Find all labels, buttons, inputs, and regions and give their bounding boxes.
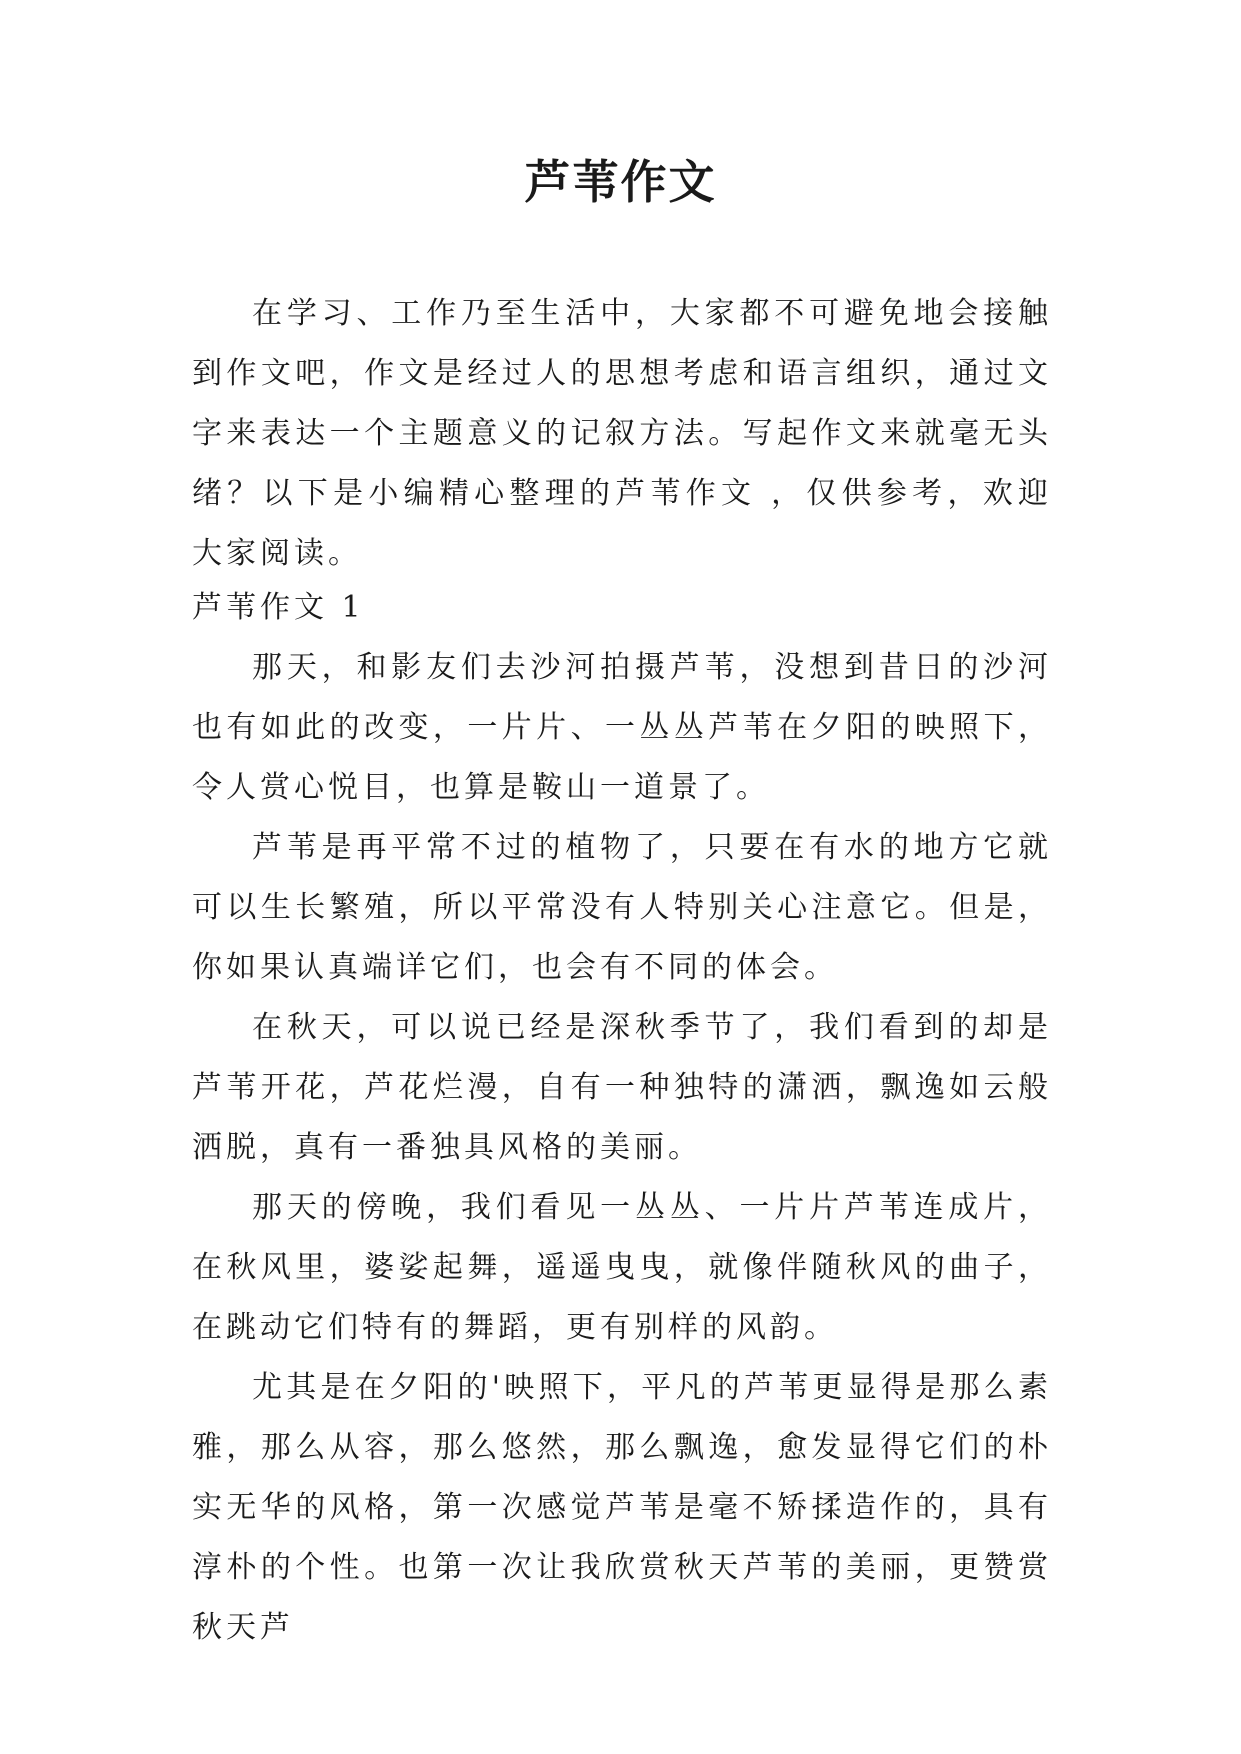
essay-paragraph: 在秋天，可以说已经是深秋季节了，我们看到的却是芦苇开花，芦花烂漫，自有一种独特的潇洒，飘逸如云般洒脱，真有一番独具风格的美丽。 [192, 1010, 1052, 1165]
document-title: 芦苇作文 [524, 155, 717, 209]
intro-paragraph: 在学习、工作乃至生活中，大家都不可避免地会接触到作文吧，作文是经过人的思想考虑和语言组织，通过文字来表达一个主题意义的记叙方法。写起作文来就毫无头绪？以下是小编精心整理的芦苇作文 ，仅供参考，欢迎大家阅读。 [192, 296, 1052, 571]
essay-paragraph: 尤其是在夕阳的'映照下，平凡的芦苇更显得是那么素雅，那么从容，那么悠然，那么飘逸，愈发显得它们的朴实无华的风格，第一次感觉芦苇是毫不矫揉造作的，具有淳朴的个性。也第一次让我欣赏秋天芦苇的美丽，更赞赏秋天芦 [192, 1370, 1052, 1645]
intro-section [192, 284, 1052, 584]
essay-section [192, 578, 1052, 1658]
essay-paragraph: 那天的傍晚，我们看见一丛丛、一片片芦苇连成片，在秋风里，婆娑起舞，遥遥曳曳，就像伴随秋风的曲子，在跳动它们特有的舞蹈，更有别样的风韵。 [192, 1190, 1052, 1345]
essay-paragraph: 那天，和影友们去沙河拍摄芦苇，没想到昔日的沙河也有如此的改变，一片片、一丛丛芦苇在夕阳的映照下，令人赏心悦目，也算是鞍山一道景了。 [192, 650, 1052, 805]
essay-heading: 芦苇作文 1 [192, 590, 365, 625]
essay-paragraph: 芦苇是再平常不过的植物了，只要在有水的地方它就可以生长繁殖，所以平常没有人特别关心注意它。但是，你如果认真端详它们，也会有不同的体会。 [192, 830, 1052, 985]
